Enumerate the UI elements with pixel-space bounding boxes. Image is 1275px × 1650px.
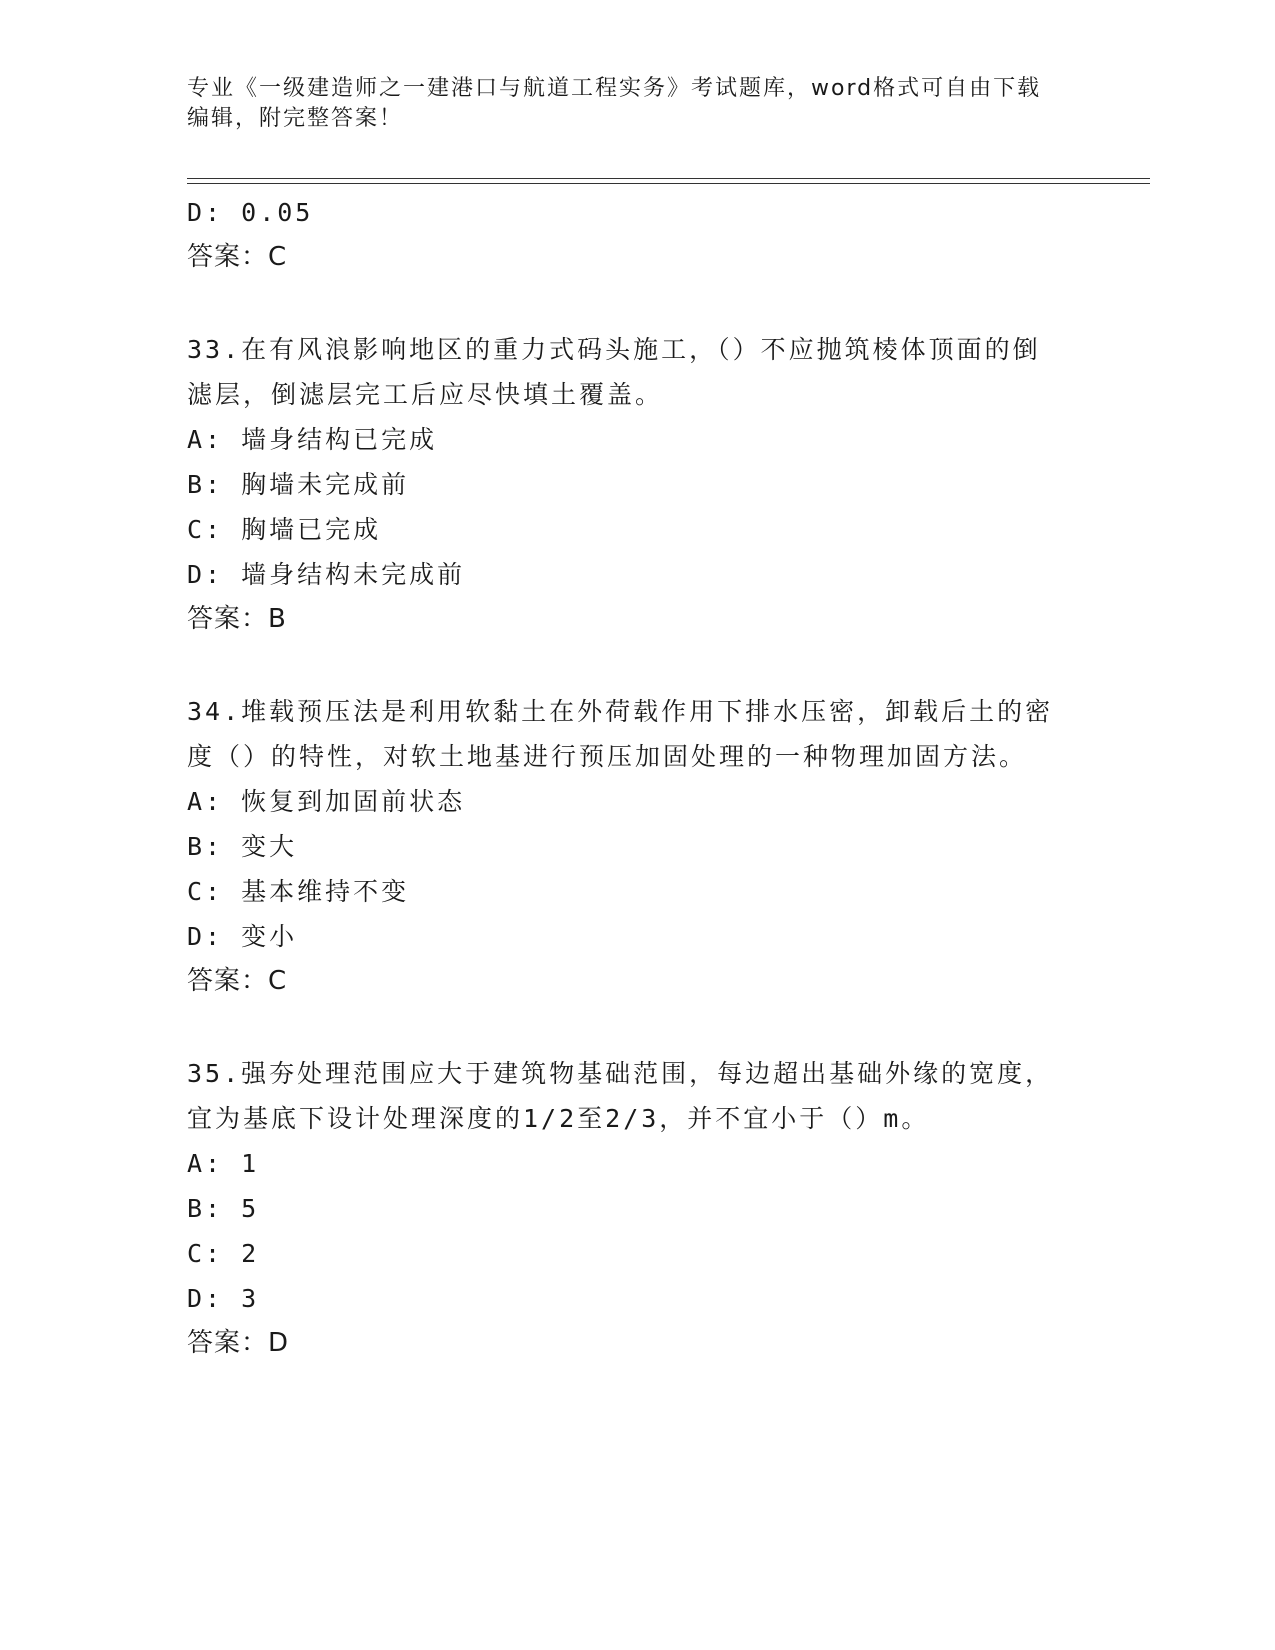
question-list: [187, 190, 1087, 1366]
option-a: A: 恢复到加固前状态: [187, 787, 466, 816]
question-34: [187, 689, 1087, 1004]
answer: 答案：C: [187, 966, 288, 996]
option-d: D: 变小: [187, 922, 298, 951]
answer: 答案：D: [187, 1328, 290, 1358]
spacer: [187, 1004, 1087, 1051]
option-b: B: 5: [187, 1194, 260, 1223]
option-d: D: 墙身结构未完成前: [187, 560, 466, 589]
prev-option-d: D: 0.05: [187, 198, 314, 227]
header-line-2: 编辑，附完整答案！: [187, 106, 404, 131]
header-line-1: 专业《一级建造师之一建港口与航道工程实务》考试题库，word格式可自由下载: [187, 76, 1042, 101]
option-b: B: 胸墙未完成前: [187, 470, 410, 499]
spacer: [187, 280, 1087, 327]
question-stem: [187, 1051, 1087, 1141]
stem-line: 滤层，倒滤层完工后应尽快填土覆盖。: [187, 380, 664, 409]
header-divider-top: [187, 178, 1150, 179]
prev-answer: 答案：C: [187, 242, 288, 272]
stem-line: 宜为基底下设计处理深度的1/2至2/3，并不宜小于（）m。: [187, 1104, 930, 1133]
option-a: A: 1: [187, 1149, 260, 1178]
question-stem: [187, 327, 1087, 417]
question-33: [187, 327, 1087, 642]
option-d: D: 3: [187, 1284, 260, 1313]
question-stem: [187, 689, 1087, 779]
stem-line: 35.强夯处理范围应大于建筑物基础范围，每边超出基础外缘的宽度，: [187, 1059, 1054, 1088]
stem-line: 34.堆载预压法是利用软黏土在外荷载作用下排水压密，卸载后土的密: [187, 697, 1054, 726]
option-b: B: 变大: [187, 832, 298, 861]
page-header: [187, 74, 1087, 134]
spacer: [187, 642, 1087, 689]
option-c: C: 2: [187, 1239, 260, 1268]
option-c: C: 基本维持不变: [187, 877, 410, 906]
option-c: C: 胸墙已完成: [187, 515, 382, 544]
stem-line: 度（）的特性，对软土地基进行预压加固处理的一种物理加固方法。: [187, 742, 1028, 771]
answer: 答案：B: [187, 604, 287, 634]
option-a: A: 墙身结构已完成: [187, 425, 438, 454]
header-divider-bottom: [187, 183, 1150, 184]
question-35: [187, 1051, 1087, 1366]
stem-line: 33.在有风浪影响地区的重力式码头施工，（）不应抛筑棱体顶面的倒: [187, 335, 1041, 364]
